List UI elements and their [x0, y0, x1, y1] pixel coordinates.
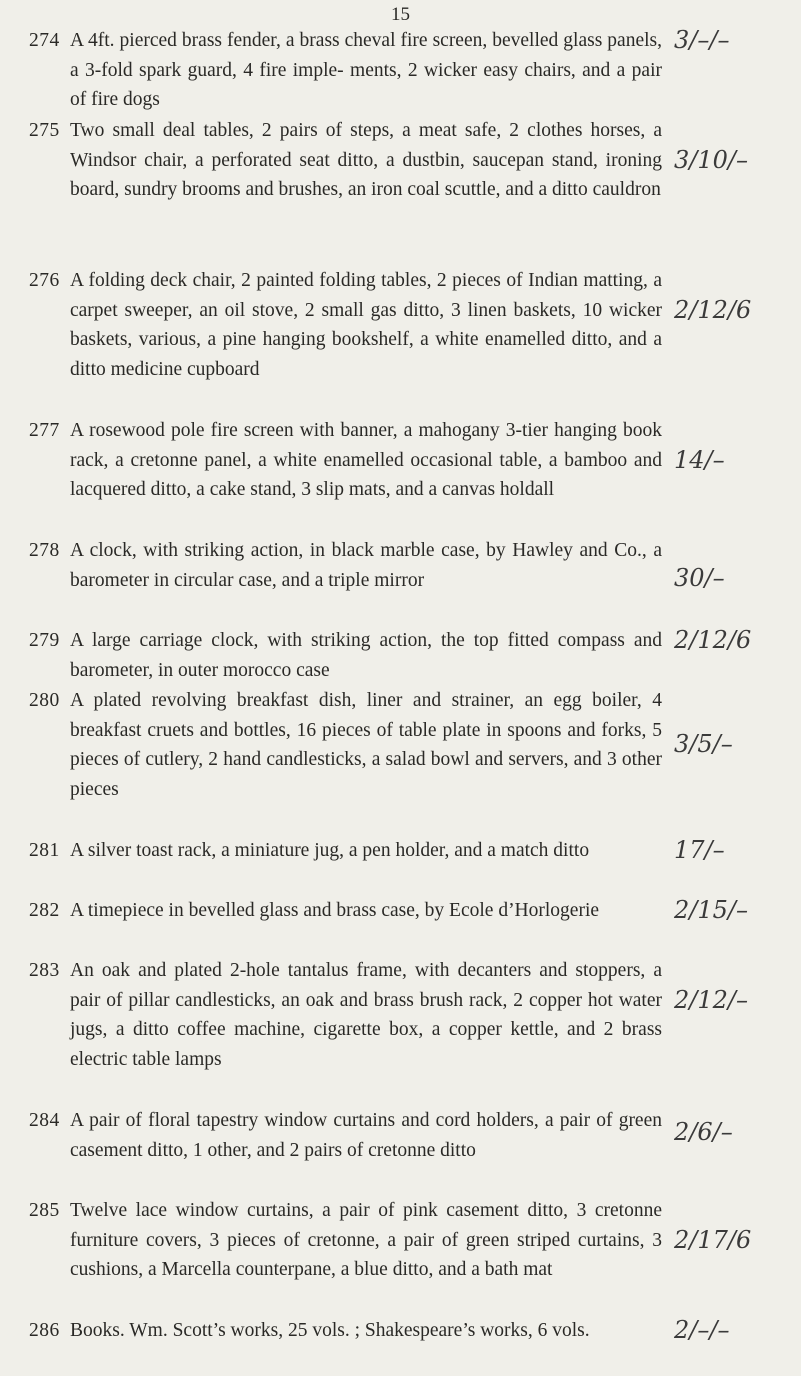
lot-number: 277: [29, 420, 60, 441]
lot-description: A folding deck chair, 2 painted folding tables, 2 pieces of Indian matting, a carpet sweeper, an oil stove, 2 small gas ditto, 3 linen baskets, 10 wicker baskets, various, a pine hanging bookshelf, a white enamelled ditto, and a ditto medicine cupboard: [70, 270, 662, 380]
lot-entry: [0, 536, 801, 626]
lot-entry: [0, 1196, 801, 1316]
lot-number: 274: [29, 30, 60, 51]
lot-number: 282: [29, 900, 60, 921]
lot-entry: [0, 116, 801, 266]
lot-price: 2/6/–: [674, 1118, 733, 1146]
lot-number: 280: [29, 690, 60, 711]
lot-description: A pair of floral tapestry window curtains and cord holders, a pair of green casement ditto, 1 other, and 2 pairs of cretonne ditto: [70, 1110, 662, 1161]
lot-number: 276: [29, 270, 60, 291]
lot-price: 3/5/–: [674, 730, 733, 758]
lot-description: Two small deal tables, 2 pairs of steps, a meat safe, 2 clothes horses, a Windsor chair, a perforated seat ditto, a dustbin, saucepan stand, ironing board, sundry brooms and brushes, an iron coal scuttle, and a ditto cauldron: [70, 120, 662, 200]
lot-price: 2/12/6: [674, 296, 752, 324]
lot-entry: [0, 836, 801, 896]
lot-description: Twelve lace window curtains, a pair of pink casement ditto, 3 cretonne furniture covers, 3 pieces of cretonne, a pair of green striped curtains, 3 cushions, a Marcella counterpane, a blue ditto, and a bath mat: [70, 1200, 662, 1280]
lot-price: 2/15/–: [674, 896, 748, 924]
lot-entry: [0, 956, 801, 1106]
lot-price: 3/10/–: [674, 146, 748, 174]
lot-description: A plated revolving breakfast dish, liner and strainer, an egg boiler, 4 breakfast cruets and bottles, 16 pieces of table plate in spoons and forks, 5 pieces of cutlery, 2 hand candlesticks, a salad bowl and servers, and 3 other pieces: [70, 690, 662, 800]
lot-entry: [0, 686, 801, 836]
lot-entry: [0, 266, 801, 416]
lot-price: 2/–/–: [674, 1316, 730, 1344]
lot-number: 285: [29, 1200, 60, 1221]
lot-number: 283: [29, 960, 60, 981]
lot-description: A timepiece in bevelled glass and brass case, by Ecole d’Horlogerie: [70, 900, 600, 921]
lot-number: 284: [29, 1110, 60, 1131]
lot-number: 275: [29, 120, 60, 141]
lot-list: [0, 26, 801, 1376]
lot-number: 281: [29, 840, 60, 861]
lot-price: 30/–: [674, 564, 725, 592]
lot-number: 286: [29, 1320, 60, 1341]
lot-entry: [0, 896, 801, 956]
lot-price: 14/–: [674, 446, 725, 474]
lot-description: An oak and plated 2-hole tantalus frame, with decanters and stoppers, a pair of pillar candlesticks, an oak and brass brush rack, 2 copper hot water jugs, a ditto coffee machine, cigarette box, a copper kettle, and 2 brass electric table lamps: [70, 960, 662, 1070]
lot-price: 2/12/–: [674, 986, 748, 1014]
lot-entry: [0, 626, 801, 686]
lot-price: 2/17/6: [674, 1226, 752, 1254]
lot-entry: [0, 1106, 801, 1196]
lot-entry: [0, 1316, 801, 1376]
lot-price: 2/12/6: [674, 626, 752, 654]
lot-price: 3/–/–: [674, 26, 730, 54]
page-number: 15: [391, 4, 410, 25]
lot-description: A clock, with striking action, in black marble case, by Hawley and Co., a barometer in circular case, and a triple mirror: [70, 540, 662, 591]
lot-description: A large carriage clock, with striking action, the top fitted compass and barometer, in outer morocco case: [70, 630, 662, 681]
lot-description: A rosewood pole fire screen with banner, a mahogany 3-tier hanging book rack, a cretonne panel, a white enamelled occasional table, a bamboo and lacquered ditto, a cake stand, 3 slip mats, and a canvas holdall: [70, 420, 662, 500]
lot-entry: [0, 26, 801, 116]
lot-number: 279: [29, 630, 60, 651]
lot-price: 17/–: [674, 836, 725, 864]
lot-description: A silver toast rack, a miniature jug, a pen holder, and a match ditto: [70, 840, 590, 861]
lot-description: Books. Wm. Scott’s works, 25 vols. ; Shakespeare’s works, 6 vols.: [70, 1320, 590, 1341]
lot-number: 278: [29, 540, 60, 561]
lot-description: A 4ft. pierced brass fender, a brass cheval fire screen, bevelled glass panels, a 3-fold spark guard, 4 fire imple- ments, 2 wicker easy chairs, and a pair of fire dogs: [70, 30, 662, 110]
lot-entry: [0, 416, 801, 536]
